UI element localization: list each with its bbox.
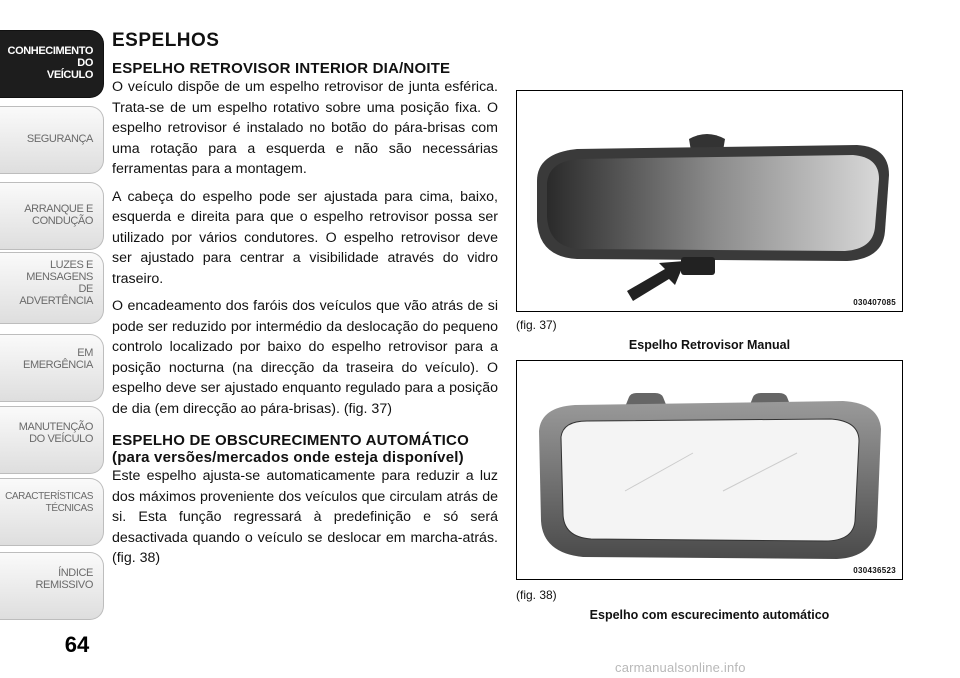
tab-manutencao-do-veiculo[interactable]: MANUTENÇÃO DO VEÍCULO [0,406,104,474]
figure-37-caption: Espelho Retrovisor Manual [628,338,791,352]
paragraph-4: Este espelho ajusta-se automaticamente para reduzir a luz dos máximos proveniente dos veículos que circulam atrás de si. Esta função regressará à predefinição e só será desactivada quando o veículo se deslocar em marcha-atrás. (fig. 38) [112,468,498,566]
subsection-title-auto-dimming-mirror: ESPELHO DE OBSCURECIMENTO AUTOMÁTICO (para versões/mercados onde esteja disponível) [112,432,469,466]
figure-37-ref: (fig. 37) [516,318,557,332]
figure-38-caption: Espelho com escurecimento automático [589,608,830,622]
tab-em-emergencia[interactable]: EM EMERGÊNCIA [0,334,104,402]
section-title: ESPELHOS [112,30,220,51]
figure-37-manual-mirror [516,90,903,312]
tab-arranque-e-conducao[interactable]: ARRANQUE E CONDUÇÃO [0,182,104,250]
figure-38-ref: (fig. 38) [516,588,557,602]
tab-indice-remissivo[interactable]: ÍNDICE REMISSIVO [0,552,104,620]
manual-mirror-illustration [517,91,901,310]
auto-dimming-mirror-illustration [517,361,901,578]
subsection-title-day-night-mirror: ESPELHO RETROVISOR INTERIOR DIA/NOITE [112,60,451,77]
page-number: 64 [64,632,90,657]
tab-conhecimento-do-veiculo[interactable]: CONHECIMENTO DO VEÍCULO [0,30,104,98]
watermark: carmanualsonline.info [615,660,746,675]
figure-38-auto-dimming-mirror [516,360,903,580]
paragraph-2: A cabeça do espelho pode ser ajustada para cima, baixo, esquerda e direita para que o espelho retrovisor possa ser utilizado por vários condutores. O espelho retrovisor deve ser ajustado para centrar a visibilidade através do vidro traseiro. [112,188,498,287]
figure-code: 030436523 [853,566,896,575]
text-column [112,30,498,576]
paragraph-1: O veículo dispõe de um espelho retrovisor de junta esférica. Trata-se de um espelho rotativo sobre uma posição fixa. O espelho retrovisor é instalado no botão do pára-brisas com uma rotação para a esquerda e não são necessárias ferramentas para a montagem. [112,79,498,177]
figure-code: 030407085 [853,298,896,307]
chapter-sidebar [0,0,106,678]
arrow-icon [627,261,685,301]
tab-caracteristicas-tecnicas[interactable]: CARACTERÍSTICAS TÉCNICAS [0,478,104,546]
tab-seguranca[interactable]: SEGURANÇA [0,106,104,174]
paragraph-3: O encadeamento dos faróis dos veículos que vão atrás de si pode ser reduzido por intermédio da deslocação do pequeno controlo localizado por baixo do espelho retrovisor para a posição nocturna (na direcção da traseira do veículo). O espelho deve ser ajustado enquanto regulado para a posição de dia (em direcção ao pára-brisas). (fig. 37) [112,298,498,417]
tab-luzes-e-mensagens[interactable]: LUZES E MENSAGENS DE ADVERTÊNCIA [0,252,104,324]
